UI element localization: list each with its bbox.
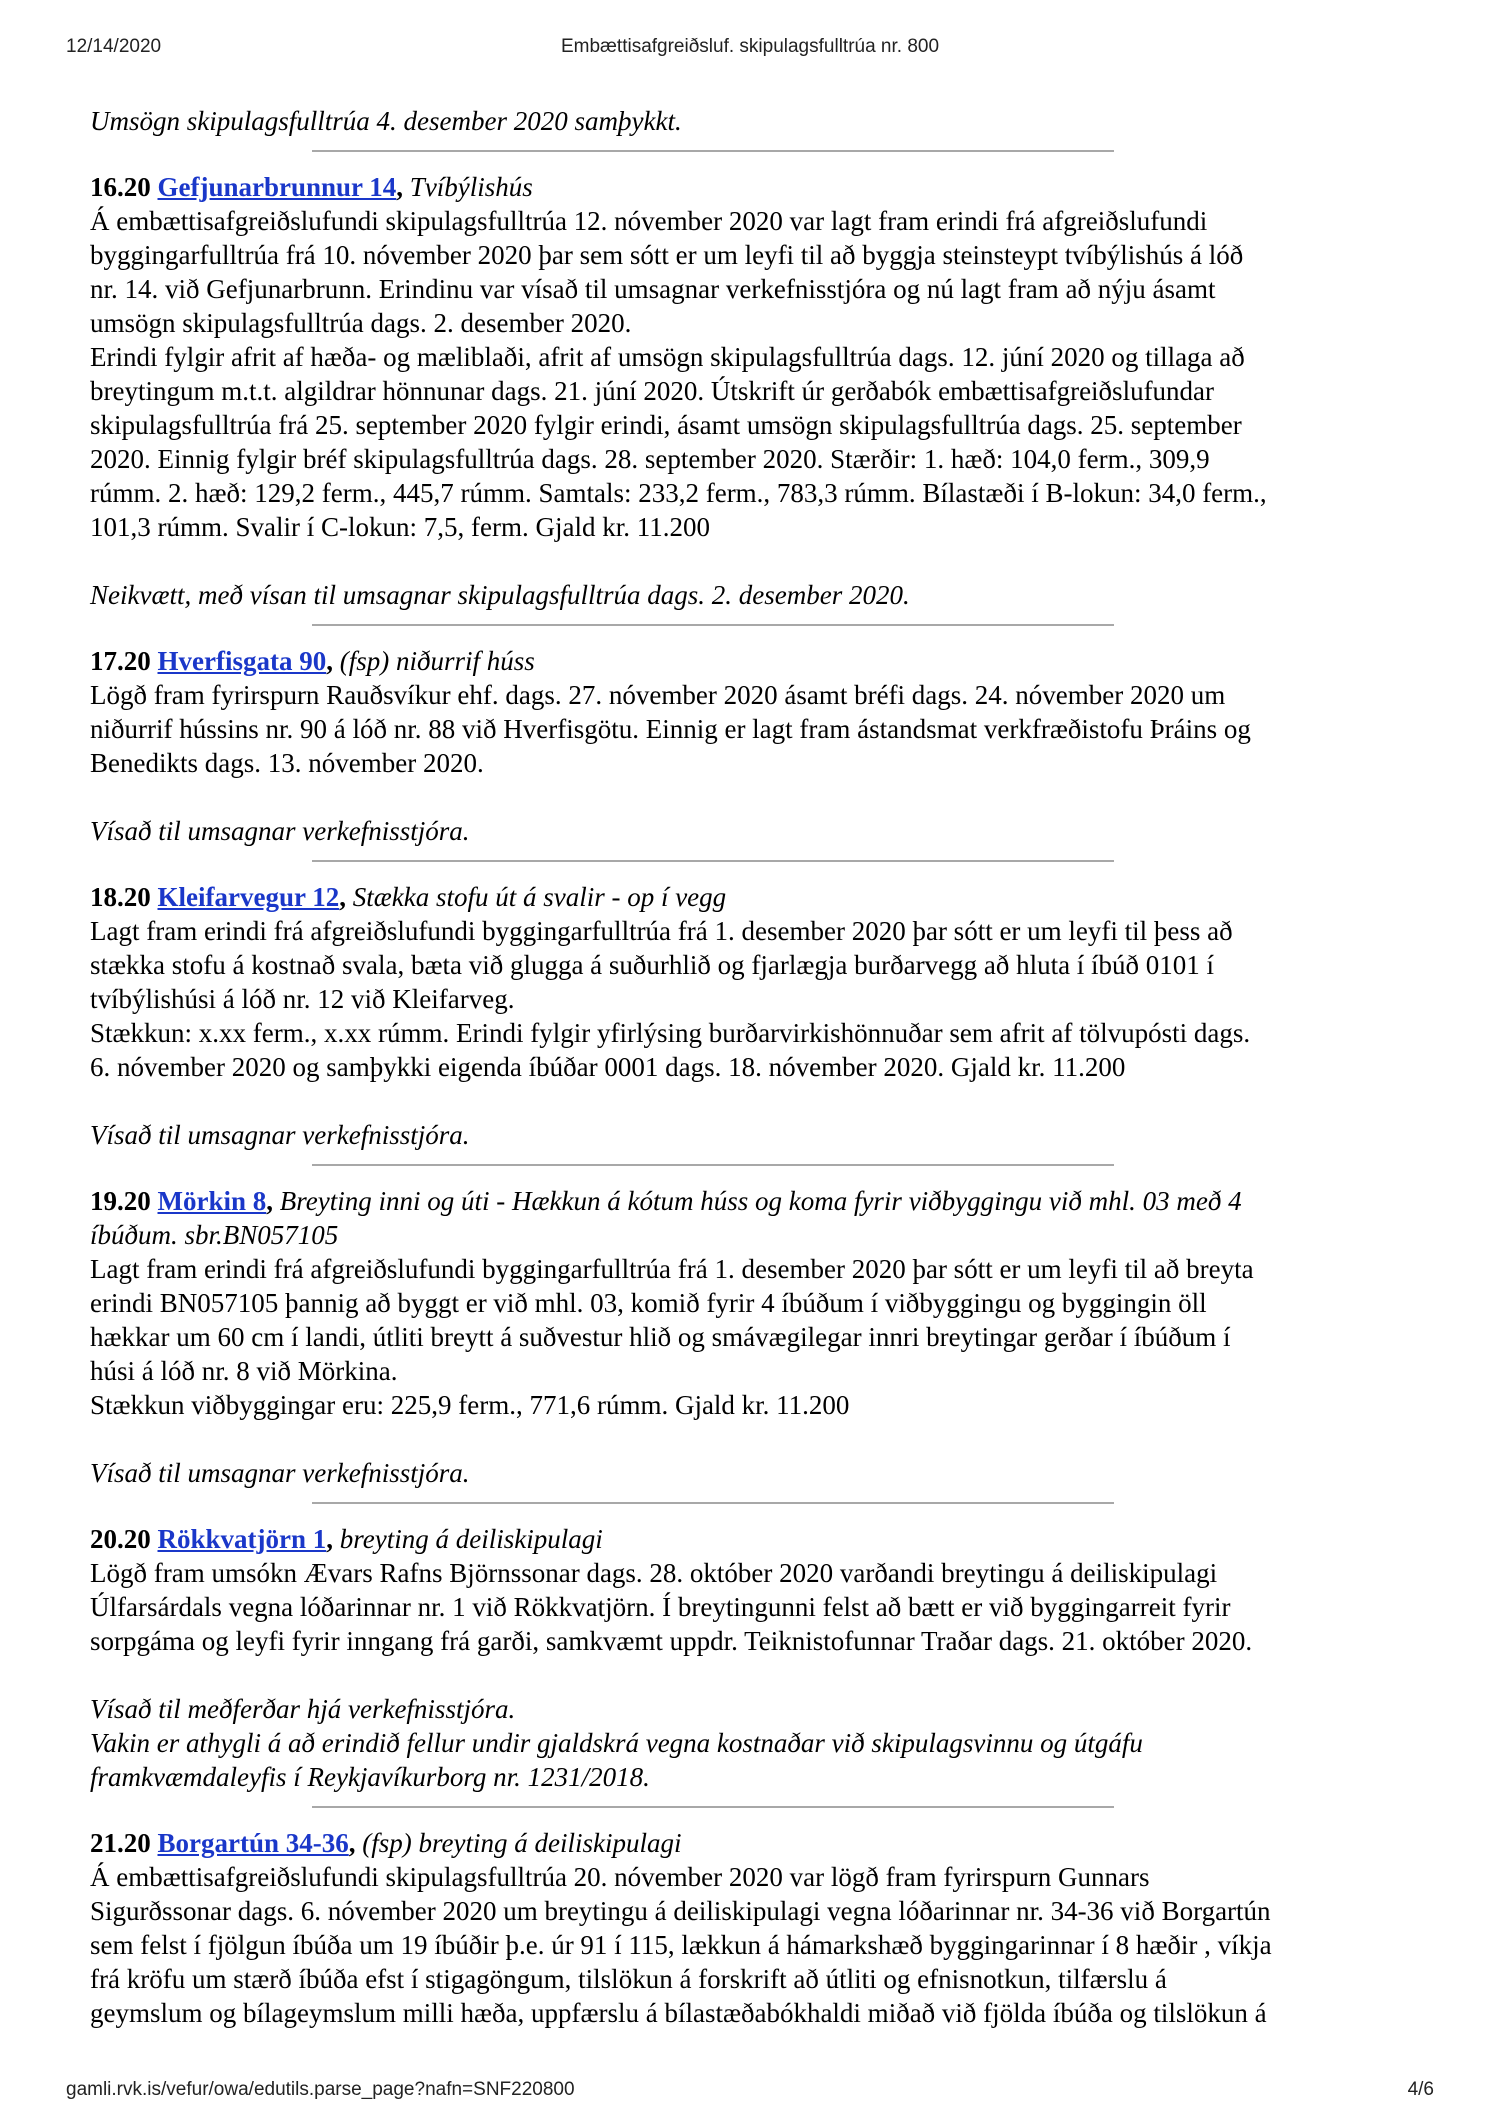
item-text-line: umsögn skipulagsfulltrúa dags. 2. desember 2020. [90,308,632,338]
item-text-line: 2020. Einnig fylgir bréf skipulagsfulltrúa dags. 28. september 2020. Stærðir: 1. hæð: 104,0 ferm., 309,9 [90,444,1210,474]
separator [312,1164,1114,1166]
item-text-line: Á embættisafgreiðslufundi skipulagsfulltrúa 20. nóvember 2020 var lögð fram fyrirspurn Gunnars [90,1862,1150,1892]
intro-decision: Umsögn skipulagsfulltrúa 4. desember 2020 samþykkt. [90,106,682,136]
item-text-line: Stækkun viðbyggingar eru: 225,9 ferm., 771,6 rúmm. Gjald kr. 11.200 [90,1390,850,1420]
print-title: Embættisafgreiðsluf. skipulagsfulltrúa nr. 800 [560,36,940,57]
item-text-line: frá kröfu um stærð íbúða efst í stigagöngum, tilslökun á forskrift að útliti og efnisnotkun, tilfærslu á [90,1964,1167,1994]
item-text-line: Lagt fram erindi frá afgreiðslufundi byggingarfulltrúa frá 1. desember 2020 þar sótt er um leyfi til þess að [90,916,1233,946]
item-text-line: nr. 14. við Gefjunarbrunn. Erindinu var vísað til umsagnar verkefnisstjóra og nú lagt fram að nýju ásamt [90,274,1216,304]
item-heading: 21.20 Borgartún 34-36, (fsp) breyting á deiliskipulagi [90,1828,682,1858]
item-decision-line: Vísað til umsagnar verkefnisstjóra. [90,816,470,846]
agenda-item [90,1522,1410,1808]
item-heading: 17.20 Hverfisgata 90, (fsp) niðurrif húss [90,646,535,676]
item-decision-line: Vakin er athygli á að erindið fellur undir gjaldskrá vegna kostnaðar við skipulagsvinnu og útgáfu [90,1728,1143,1758]
separator [312,150,1114,152]
item-number: 18.20 [90,882,151,912]
spacer [90,780,1410,814]
item-subject: Stækka stofu út á svalir - op í vegg [352,882,727,912]
spacer [90,1422,1410,1456]
item-subject: (fsp) niðurrif húss [339,646,535,676]
item-subject: (fsp) breyting á deiliskipulagi [362,1828,682,1858]
item-text-line: rúmm. 2. hæð: 129,2 ferm., 445,7 rúmm. Samtals: 233,2 ferm., 783,3 rúmm. Bílastæði í B-lokun: 34,0 ferm., [90,478,1267,508]
item-subject: Breyting inni og úti - Hækkun á kótum húss og koma fyrir viðbyggingu við mhl. 03 með 4 [279,1186,1242,1216]
agenda-item [90,170,1410,626]
item-text-line: erindi BN057105 þannig að byggt er við mhl. 03, komið fyrir 4 íbúðum í viðbyggingu og byggingin öll [90,1288,1207,1318]
document-body [90,104,1410,2030]
item-text-line: Erindi fylgir afrit af hæða- og mæliblaði, afrit af umsögn skipulagsfulltrúa dags. 12. júní 2020 og tillaga að [90,342,1245,372]
item-text-line: 6. nóvember 2020 og samþykki eigenda íbúðar 0001 dags. 18. nóvember 2020. Gjald kr. 11.200 [90,1052,1126,1082]
item-list [90,170,1410,2030]
item-text-line: byggingarfulltrúa frá 10. nóvember 2020 þar sem sótt er um leyfi til að byggja steinsteypt tvíbýlishús á lóð [90,240,1244,270]
separator [312,1806,1114,1808]
item-text-line: skipulagsfulltrúa frá 25. september 2020 fylgir erindi, ásamt umsögn skipulagsfulltrúa dags. 25. september [90,410,1242,440]
agenda-item [90,880,1410,1166]
agenda-item [90,1184,1410,1504]
item-address-link[interactable]: Rökkvatjörn 1 [157,1524,327,1554]
item-address-link[interactable]: Kleifarvegur 12 [157,882,340,912]
item-text-line: breytingum m.t.t. algildrar hönnunar dags. 21. júní 2020. Útskrift úr gerðabók embættisafgreiðslufundar [90,376,1215,406]
item-text-line: sem felst í fjölgun íbúða um 19 íbúðir þ.e. úr 91 í 115, lækkun á hámarkshæð byggingarinnar í 8 hæðir , víkja [90,1930,1272,1960]
item-text-line: Lagt fram erindi frá afgreiðslufundi byggingarfulltrúa frá 1. desember 2020 þar sótt er um leyfi til að breyta [90,1254,1254,1284]
item-decision-line: Neikvætt, með vísan til umsagnar skipulagsfulltrúa dags. 2. desember 2020. [90,580,910,610]
spacer [90,1658,1410,1692]
item-subject: breyting á deiliskipulagi [339,1524,603,1554]
print-date: 12/14/2020 [66,36,162,57]
item-text-line: Sigurðssonar dags. 6. nóvember 2020 um breytingu á deiliskipulagi vegna lóðarinnar nr. 34-36 við Borgartún [90,1896,1271,1926]
item-subject: Tvíbýlishús [409,172,533,202]
print-url: gamli.rvk.is/vefur/owa/edutils.parse_page?nafn=SNF220800 [66,2079,575,2100]
spacer [90,544,1410,578]
separator [312,860,1114,862]
page-number: 4/6 [1407,2079,1434,2100]
agenda-item [90,1826,1410,2030]
item-text-line: tvíbýlishúsi á lóð nr. 12 við Kleifarveg. [90,984,515,1014]
item-text-line: sorpgáma og leyfi fyrir inngang frá garði, samkvæmt uppdr. Teiknistofunnar Traðar dags. 21. október 2020. [90,1626,1253,1656]
item-text-line: Lögð fram umsókn Ævars Rafns Björnssonar dags. 28. október 2020 varðandi breytingu á deiliskipulagi [90,1558,1218,1588]
item-heading: 20.20 Rökkvatjörn 1, breyting á deiliskipulagi [90,1524,603,1554]
item-number: 20.20 [90,1524,151,1554]
item-address-link[interactable]: Mörkin 8 [157,1186,267,1216]
item-text-line: hækkar um 60 cm í landi, útliti breytt á suðvestur hlið og smávægilegar innri breytingar gerðar í íbúðum í [90,1322,1231,1352]
item-text-line: niðurrif hússins nr. 90 á lóð nr. 88 við Hverfisgötu. Einnig er lagt fram ástandsmat verkfræðistofu Þráins og [90,714,1251,744]
item-decision-line: Vísað til umsagnar verkefnisstjóra. [90,1120,470,1150]
item-text-line: húsi á lóð nr. 8 við Mörkina. [90,1356,398,1386]
print-footer [66,2079,1434,2105]
print-header [66,36,1434,62]
item-heading: 16.20 Gefjunarbrunnur 14, Tvíbýlishús [90,172,533,202]
agenda-item [90,644,1410,862]
item-text-line: Stækkun: x.xx ferm., x.xx rúmm. Erindi fylgir yfirlýsing burðarvirkishönnuðar sem afrit af tölvupósti dags. [90,1018,1251,1048]
separator [312,1502,1114,1504]
item-heading: 18.20 Kleifarvegur 12, Stækka stofu út á svalir - op í vegg [90,882,727,912]
item-heading: 19.20 Mörkin 8, Breyting inni og úti - Hækkun á kótum húss og koma fyrir viðbyggingu við mhl. 03 með 4 [90,1186,1242,1216]
item-subject-continued: íbúðum. sbr.BN057105 [90,1220,339,1250]
item-text-line: Benedikts dags. 13. nóvember 2020. [90,748,484,778]
item-address-link[interactable]: Hverfisgata 90 [157,646,327,676]
item-number: 17.20 [90,646,151,676]
spacer [90,1084,1410,1118]
item-decision-line: framkvæmdaleyfis í Reykjavíkurborg nr. 1231/2018. [90,1762,650,1792]
item-number: 21.20 [90,1828,151,1858]
item-address-link[interactable]: Gefjunarbrunnur 14 [157,172,397,202]
item-text-line: Lögð fram fyrirspurn Rauðsvíkur ehf. dags. 27. nóvember 2020 ásamt bréfi dags. 24. nóvember 2020 um [90,680,1226,710]
item-decision-line: Vísað til umsagnar verkefnisstjóra. [90,1458,470,1488]
item-number: 16.20 [90,172,151,202]
item-text-line: geymslum og bílageymslum milli hæða, uppfærslu á bílastæðabókhaldi miðað við fjölda íbúða og tilslökun á [90,1998,1267,2028]
separator [312,624,1114,626]
item-text-line: 101,3 rúmm. Svalir í C-lokun: 7,5, ferm. Gjald kr. 11.200 [90,512,710,542]
item-address-link[interactable]: Borgartún 34-36 [157,1828,349,1858]
item-text-line: Úlfarsárdals vegna lóðarinnar nr. 1 við Rökkvatjörn. Í breytingunni felst að bætt er við byggingarreit fyrir [90,1592,1231,1622]
item-decision-line: Vísað til meðferðar hjá verkefnisstjóra. [90,1694,516,1724]
item-text-line: Á embættisafgreiðslufundi skipulagsfulltrúa 12. nóvember 2020 var lagt fram erindi frá afgreiðslufundi [90,206,1208,236]
item-text-line: stækka stofu á kostnað svala, bæta við glugga á suðurhlið og fjarlægja burðarvegg að hluta í íbúð 0101 í [90,950,1215,980]
item-number: 19.20 [90,1186,151,1216]
